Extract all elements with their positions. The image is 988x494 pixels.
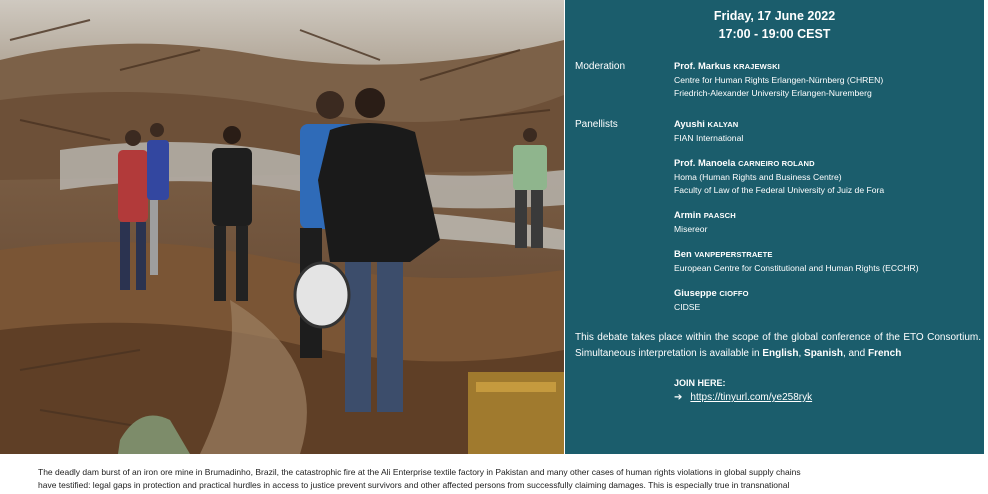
panellist-name: Armin PAASCH <box>674 209 736 220</box>
panellist-name: Ben VANPEPERSTRAETE <box>674 248 773 259</box>
panellist-entry <box>674 117 980 145</box>
event-date: Friday, 17 June 2022 <box>713 9 836 23</box>
paragraph-line: The deadly dam burst of an iron ore mine in Brumadinho, Brazil, the catastrophic fire at the Ali Enterprise textile factory in Pakistan and many other cases of human rights violations in global supply chains <box>38 467 801 477</box>
join-row <box>674 391 812 405</box>
paragraph-line: have testified: legal gaps in protection and practical hurdles in access to justice prevent survivors and other affected persons from successfully claiming damages. This is especially true in transnational <box>38 479 790 490</box>
language-spanish: Spanish <box>804 348 843 359</box>
panellist-affiliation: CIDSE <box>674 301 701 312</box>
event-time: 17:00 - 19:00 CEST <box>718 27 831 41</box>
panellist-affiliation: FIAN International <box>674 132 744 143</box>
panellist-affiliation: Homa (Human Rights and Business Centre) <box>674 171 842 182</box>
panellist-affiliation: European Centre for Constitutional and Human Rights (ECCHR) <box>674 262 919 273</box>
moderator-affiliation: Friedrich-Alexander University Erlangen-Nuremberg <box>674 88 872 98</box>
interpretation-note: This debate takes place within the scope of the global conference of the ETO Consortium. Simultaneous interpretation is available in English, Spanish, and French <box>575 332 981 359</box>
language-english: English <box>762 348 799 359</box>
moderator-entry <box>674 59 980 101</box>
panellist-name: Ayushi KALYAN <box>674 118 739 129</box>
panellists-label: Panellists <box>575 119 618 130</box>
panellist-entry <box>674 156 980 198</box>
moderation-label: Moderation <box>575 61 626 72</box>
intro-paragraph <box>38 466 958 491</box>
panellist-entry <box>674 247 980 275</box>
panellist-entry <box>674 208 980 236</box>
moderator-affiliation: Centre for Human Rights Erlangen-Nürnberg (CHREN) <box>674 74 884 85</box>
panellist-name: Prof. Manoela CARNEIRO ROLAND <box>674 157 815 168</box>
join-label: JOIN HERE: <box>674 378 726 388</box>
panellist-name: Giuseppe CIOFFO <box>674 287 749 298</box>
panellist-affiliation: Faculty of Law of the Federal University of Juiz de Fora <box>674 185 885 195</box>
moderator-name: Prof. Markus KRAJEWSKI <box>674 60 780 71</box>
arrow-right-icon: ➔ <box>674 392 683 403</box>
panellist-affiliation: Misereor <box>674 223 708 234</box>
language-french: French <box>867 348 902 359</box>
panellist-entry <box>674 286 980 314</box>
event-info-panel <box>565 0 984 454</box>
join-link[interactable]: https://tinyurl.com/ye258ryk <box>690 392 813 403</box>
